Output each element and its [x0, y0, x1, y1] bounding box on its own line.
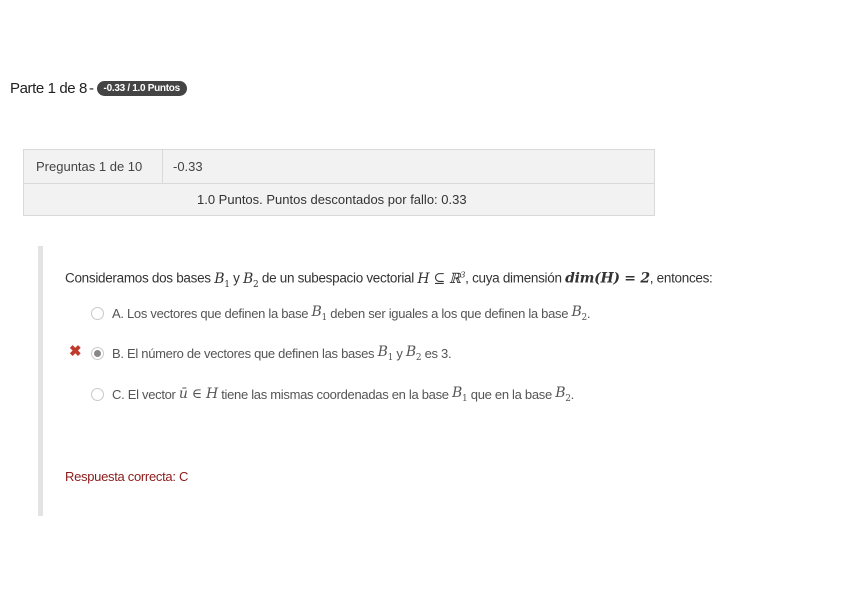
score-badge: -0.33 / 1.0 Puntos: [97, 81, 187, 96]
part-header: [10, 80, 187, 97]
question-score: -0.33: [162, 150, 203, 183]
option-c-radio[interactable]: [91, 388, 104, 401]
option-a-radio[interactable]: [91, 307, 104, 320]
correct-answer: Respuesta correcta: C: [65, 469, 189, 484]
points-text: 1.0 Puntos. Puntos descontados por fallo: 0.33: [197, 192, 467, 207]
option-b-radio[interactable]: [91, 347, 104, 360]
question-info-table: [23, 149, 655, 216]
cross-icon: ✖: [69, 343, 82, 360]
option-c[interactable]: C. El vector ū ∈ H tiene las mismas coordenadas en la base $B_1$ que en la base $B_2$ .: [91, 385, 574, 404]
option-b[interactable]: B. El número de vectores que definen las bases $B_1$ y $B_2$ es 3.: [91, 344, 451, 363]
question-text: Consideramos dos bases $B_1$ y $B_2$ de un subespacio vectorial H ⊆ ℝ$^3$, cuya dimensión dim(H) = 2, entonces:: [65, 270, 713, 290]
part-title: Parte 1 de 8: [10, 80, 87, 97]
info-row: [24, 150, 654, 184]
part-separator: -: [88, 80, 94, 97]
question-panel: [38, 246, 823, 516]
option-a[interactable]: A. Los vectores que definen la base $B_1$ deben ser iguales a los que definen la base $B_2$ .: [91, 304, 590, 323]
question-count: Preguntas 1 de 10: [36, 159, 143, 174]
